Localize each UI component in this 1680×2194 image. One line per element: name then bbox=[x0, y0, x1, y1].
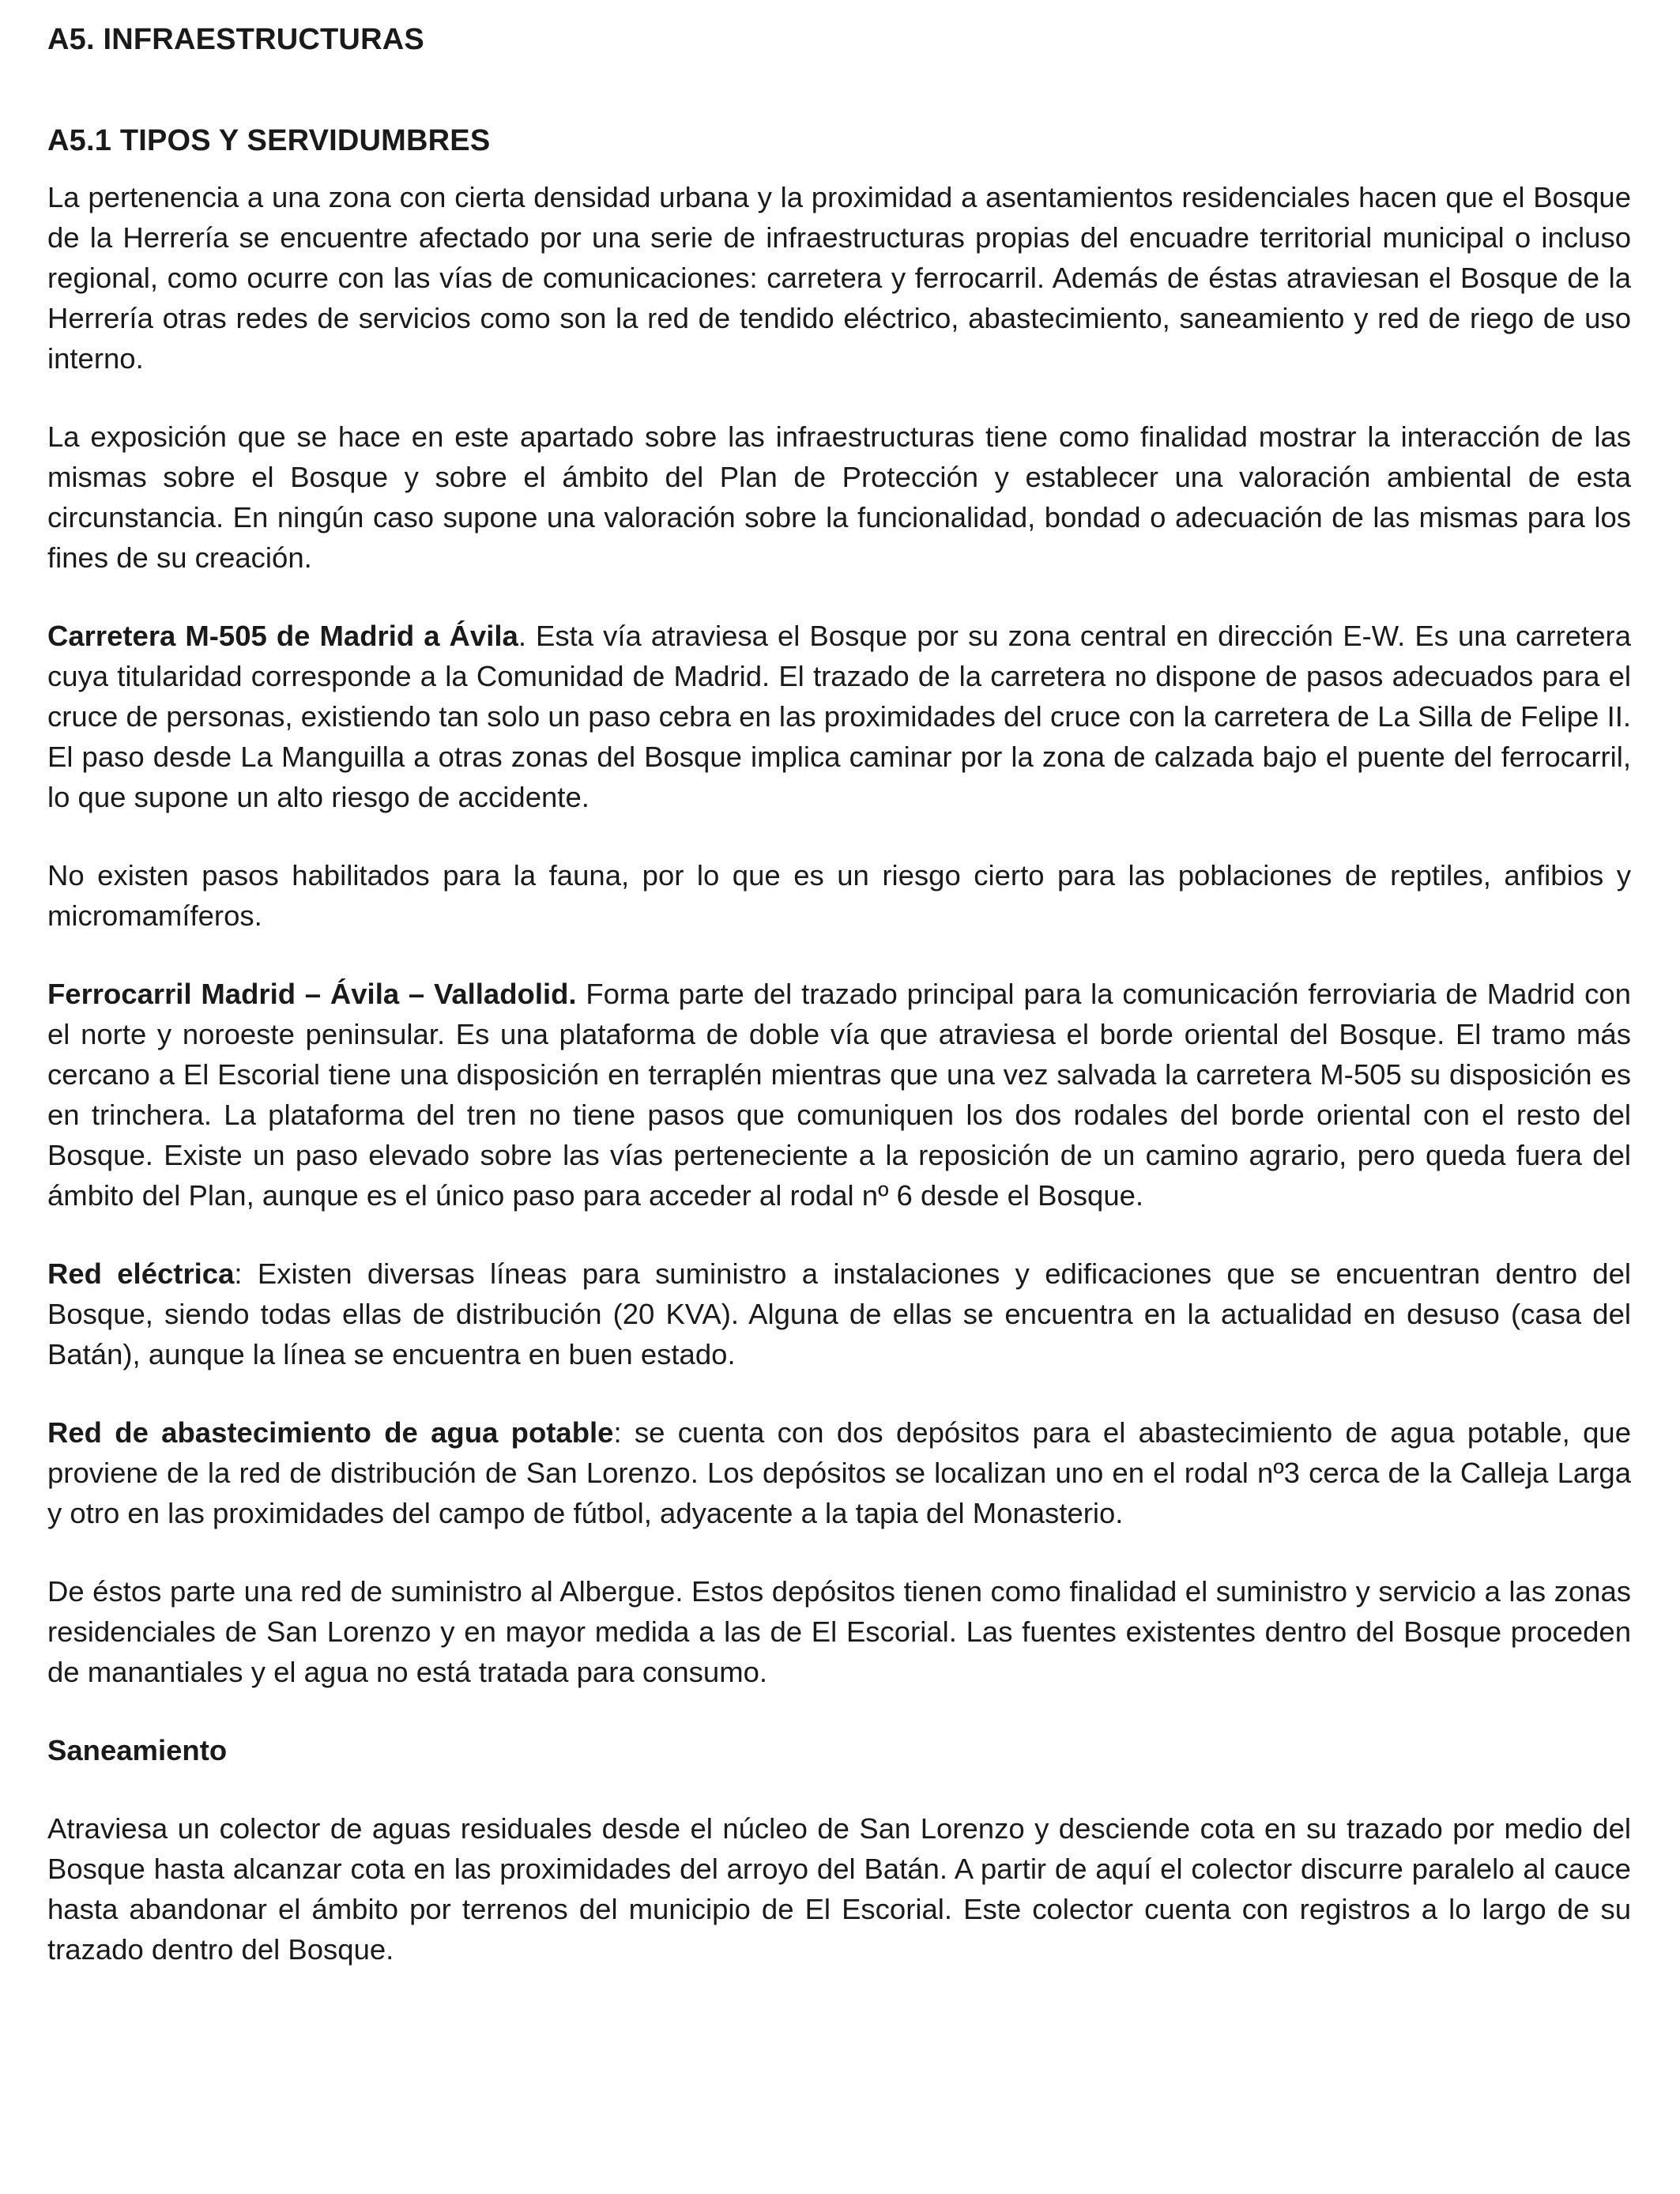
red-electrica-heading: Red eléctrica bbox=[47, 1257, 235, 1290]
red-electrica-text: : Existen diversas líneas para suministro a instalaciones y edificaciones que se encuentran dentro del Bosque, siendo todas ellas de distribución (20 KVA). Alguna de ellas se encuentra en la actualidad en desuso (casa del Batán), aunque la línea se encuentra en buen estado. bbox=[47, 1257, 1632, 1370]
abastecimiento-text: : se cuenta con dos depósitos para el abastecimiento de agua potable, que proviene de la red de distribución de San Lorenzo. Los depósitos se localizan uno en el rodal nº3 cerca de la Calleja Larga y otro en las proximidades del campo de fútbol, adyacente a la tapia del Monasterio. bbox=[47, 1416, 1631, 1529]
paragraph-albergue: De éstos parte una red de suministro al Albergue. Estos depósitos tienen como finalidad el suministro y servicio a las zonas residenciales de San Lorenzo y en mayor medida a las de El Escorial. Las fuentes existentes dentro del Bosque proceden de manantiales y el agua no está tratada para consumo. bbox=[47, 1575, 1631, 1688]
carretera-heading: Carretera M-505 de Madrid a Ávila bbox=[47, 620, 518, 652]
paragraph-ferrocarril bbox=[47, 974, 1631, 1216]
ferrocarril-heading: Ferrocarril Madrid – Ávila – Valladolid. bbox=[47, 978, 577, 1010]
paragraph-intro: La pertenencia a una zona con cierta densidad urbana y la proximidad a asentamientos residenciales hacen que el Bosque de la Herrería se encuentre afectado por una serie de infraestructuras propias del encuadre territorial municipal o incluso regional, como ocurre con las vías de comunicaciones: carretera y ferrocarril. Además de éstas atraviesan el Bosque de la Herrería otras redes de servicios como son la red de tendido eléctrico, abastecimiento, saneamiento y red de riego de uso interno. bbox=[47, 181, 1631, 375]
ferrocarril-text: Forma parte del trazado principal para la comunicación ferroviaria de Madrid con el norte y noroeste peninsular. Es una plataforma de doble vía que atraviesa el borde oriental del Bosque. El tramo más cercano a El Escorial tiene una disposición en terraplén mientras que una vez salvada la carretera M-505 su disposición es en trinchera. La plataforma del tren no tiene pasos que comuniquen los dos rodales del borde oriental con el resto del Bosque. Existe un paso elevado sobre las vías perteneciente a la reposición de un camino agrario, pero queda fuera del ámbito del Plan, aunque es el único paso para acceder al rodal nº 6 desde el Bosque. bbox=[47, 978, 1631, 1212]
paragraph-red-electrica bbox=[47, 1253, 1631, 1374]
paragraph-carretera bbox=[47, 616, 1631, 817]
abastecimiento-heading: Red de abastecimiento de agua potable bbox=[47, 1416, 614, 1449]
section-title: A5. INFRAESTRUCTURAS bbox=[47, 23, 424, 56]
saneamiento-heading: Saneamiento bbox=[47, 1734, 228, 1766]
paragraph-saneamiento: Atraviesa un colector de aguas residuales desde el núcleo de San Lorenzo y desciende cota en su trazado por medio del Bosque hasta alcanzar cota en las proximidades del arroyo del Batán. A partir de aquí el colector discurre paralelo al cauce hasta abandonar el ámbito por terrenos del municipio de El Escorial. Este colector cuenta con registros a lo largo de su trazado dentro del Bosque. bbox=[47, 1812, 1631, 1966]
paragraph-fauna: No existen pasos habilitados para la fauna, por lo que es un riesgo cierto para las poblaciones de reptiles, anfibios y micromamíferos. bbox=[47, 859, 1631, 932]
subsection-title: A5.1 TIPOS Y SERVIDUMBRES bbox=[47, 124, 491, 157]
carretera-text: . Esta vía atraviesa el Bosque por su zona central en dirección E-W. Es una carretera cuya titularidad corresponde a la Comunidad de Madrid. El trazado de la carretera no dispone de pasos adecuados para el cruce de personas, existiendo tan solo un paso cebra en las proximidades del cruce con la carretera de La Silla de Felipe II. El paso desde La Manguilla a otras zonas del Bosque implica caminar por la zona de calzada bajo el puente del ferrocarril, lo que supone un alto riesgo de accidente. bbox=[47, 620, 1632, 813]
document-page bbox=[47, 17, 1631, 1970]
paragraph-purpose: La exposición que se hace en este apartado sobre las infraestructuras tiene como finalidad mostrar la interacción de las mismas sobre el Bosque y sobre el ámbito del Plan de Protección y establecer una valoración ambiental de esta circunstancia. En ningún caso supone una valoración sobre la funcionalidad, bondad o adecuación de las mismas para los fines de su creación. bbox=[47, 420, 1631, 574]
paragraph-abastecimiento bbox=[47, 1412, 1631, 1533]
